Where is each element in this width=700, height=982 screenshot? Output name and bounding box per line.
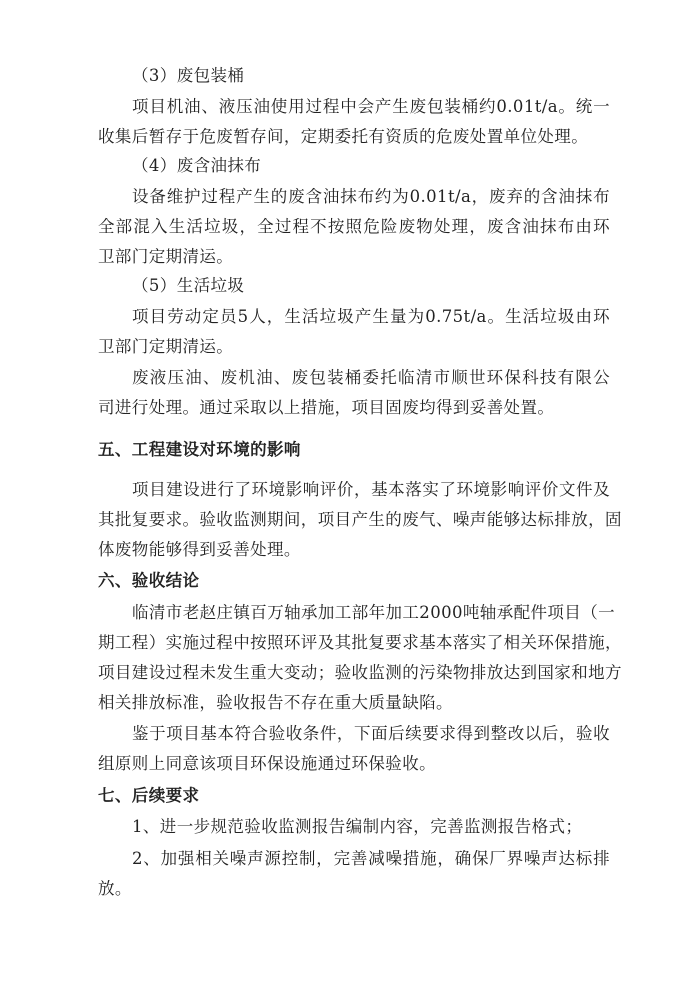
- paragraph-line: 相关排放标准，验收报告不存在重大质量缺陷。: [98, 693, 453, 712]
- subsection-title-waste-bucket: （3）废包装桶: [132, 66, 245, 85]
- paragraph-line: 放。: [98, 879, 132, 898]
- section-heading-acceptance-conclusion: 六、验收结论: [98, 571, 200, 590]
- section-heading-environmental-impact: 五、工程建设对环境的影响: [98, 440, 301, 459]
- paragraph-line: 收集后暂存于危废暂存间，定期委托有资质的危废处置单位处理。: [98, 127, 589, 146]
- paragraph-line: 鉴于项目基本符合验收条件，下面后续要求得到整改以后，验收: [132, 724, 610, 743]
- paragraph-line: 临清市老赵庄镇百万轴承加工部年加工2000吨轴承配件项目（一: [132, 603, 615, 622]
- paragraph-line: 卫部门定期清运。: [98, 337, 234, 356]
- paragraph-line: 项目建设过程未发生重大变动；验收监测的污染物排放达到国家和地方: [98, 663, 622, 682]
- paragraph-line: 组原则上同意该项目环保设施通过环保验收。: [98, 754, 436, 773]
- paragraph-line: 项目建设进行了环境影响评价，基本落实了环境影响评价文件及: [132, 480, 610, 499]
- paragraph-line: 项目劳动定员5人，生活垃圾产生量为0.75t/a。生活垃圾由环: [132, 307, 610, 326]
- paragraph-line: 体废物能够得到妥善处理。: [98, 540, 301, 559]
- subsection-title-domestic-waste: （5）生活垃圾: [132, 276, 245, 295]
- list-item: 1、进一步规范验收监测报告编制内容，完善监测报告格式；: [132, 817, 583, 836]
- paragraph-line: 废液压油、废机油、废包装桶委托临清市顺世环保科技有限公: [132, 368, 610, 387]
- paragraph-line: 设备维护过程产生的废含油抹布约为0.01t/a，废弃的含油抹布: [132, 187, 610, 206]
- paragraph-line: 其批复要求。验收监测期间，项目产生的废气、噪声能够达标排放，固: [98, 510, 622, 529]
- paragraph-line: 司进行处理。通过采取以上措施，项目固废均得到妥善处置。: [98, 398, 555, 417]
- paragraph-line: 卫部门定期清运。: [98, 247, 234, 266]
- paragraph-line: 项目机油、液压油使用过程中会产生废包装桶约0.01t/a。统一: [132, 97, 610, 116]
- subsection-title-oily-cloth: （4）废含油抹布: [132, 156, 262, 175]
- paragraph-line: 期工程）实施过程中按照环评及其批复要求基本落实了相关环保措施，: [98, 633, 622, 652]
- paragraph-line: 全部混入生活垃圾，全过程不按照危险废物处理，废含油抹布由环: [98, 217, 610, 236]
- list-item: 2、加强相关噪声源控制，完善减噪措施，确保厂界噪声达标排: [132, 849, 610, 868]
- section-heading-follow-up-requirements: 七、后续要求: [98, 786, 200, 805]
